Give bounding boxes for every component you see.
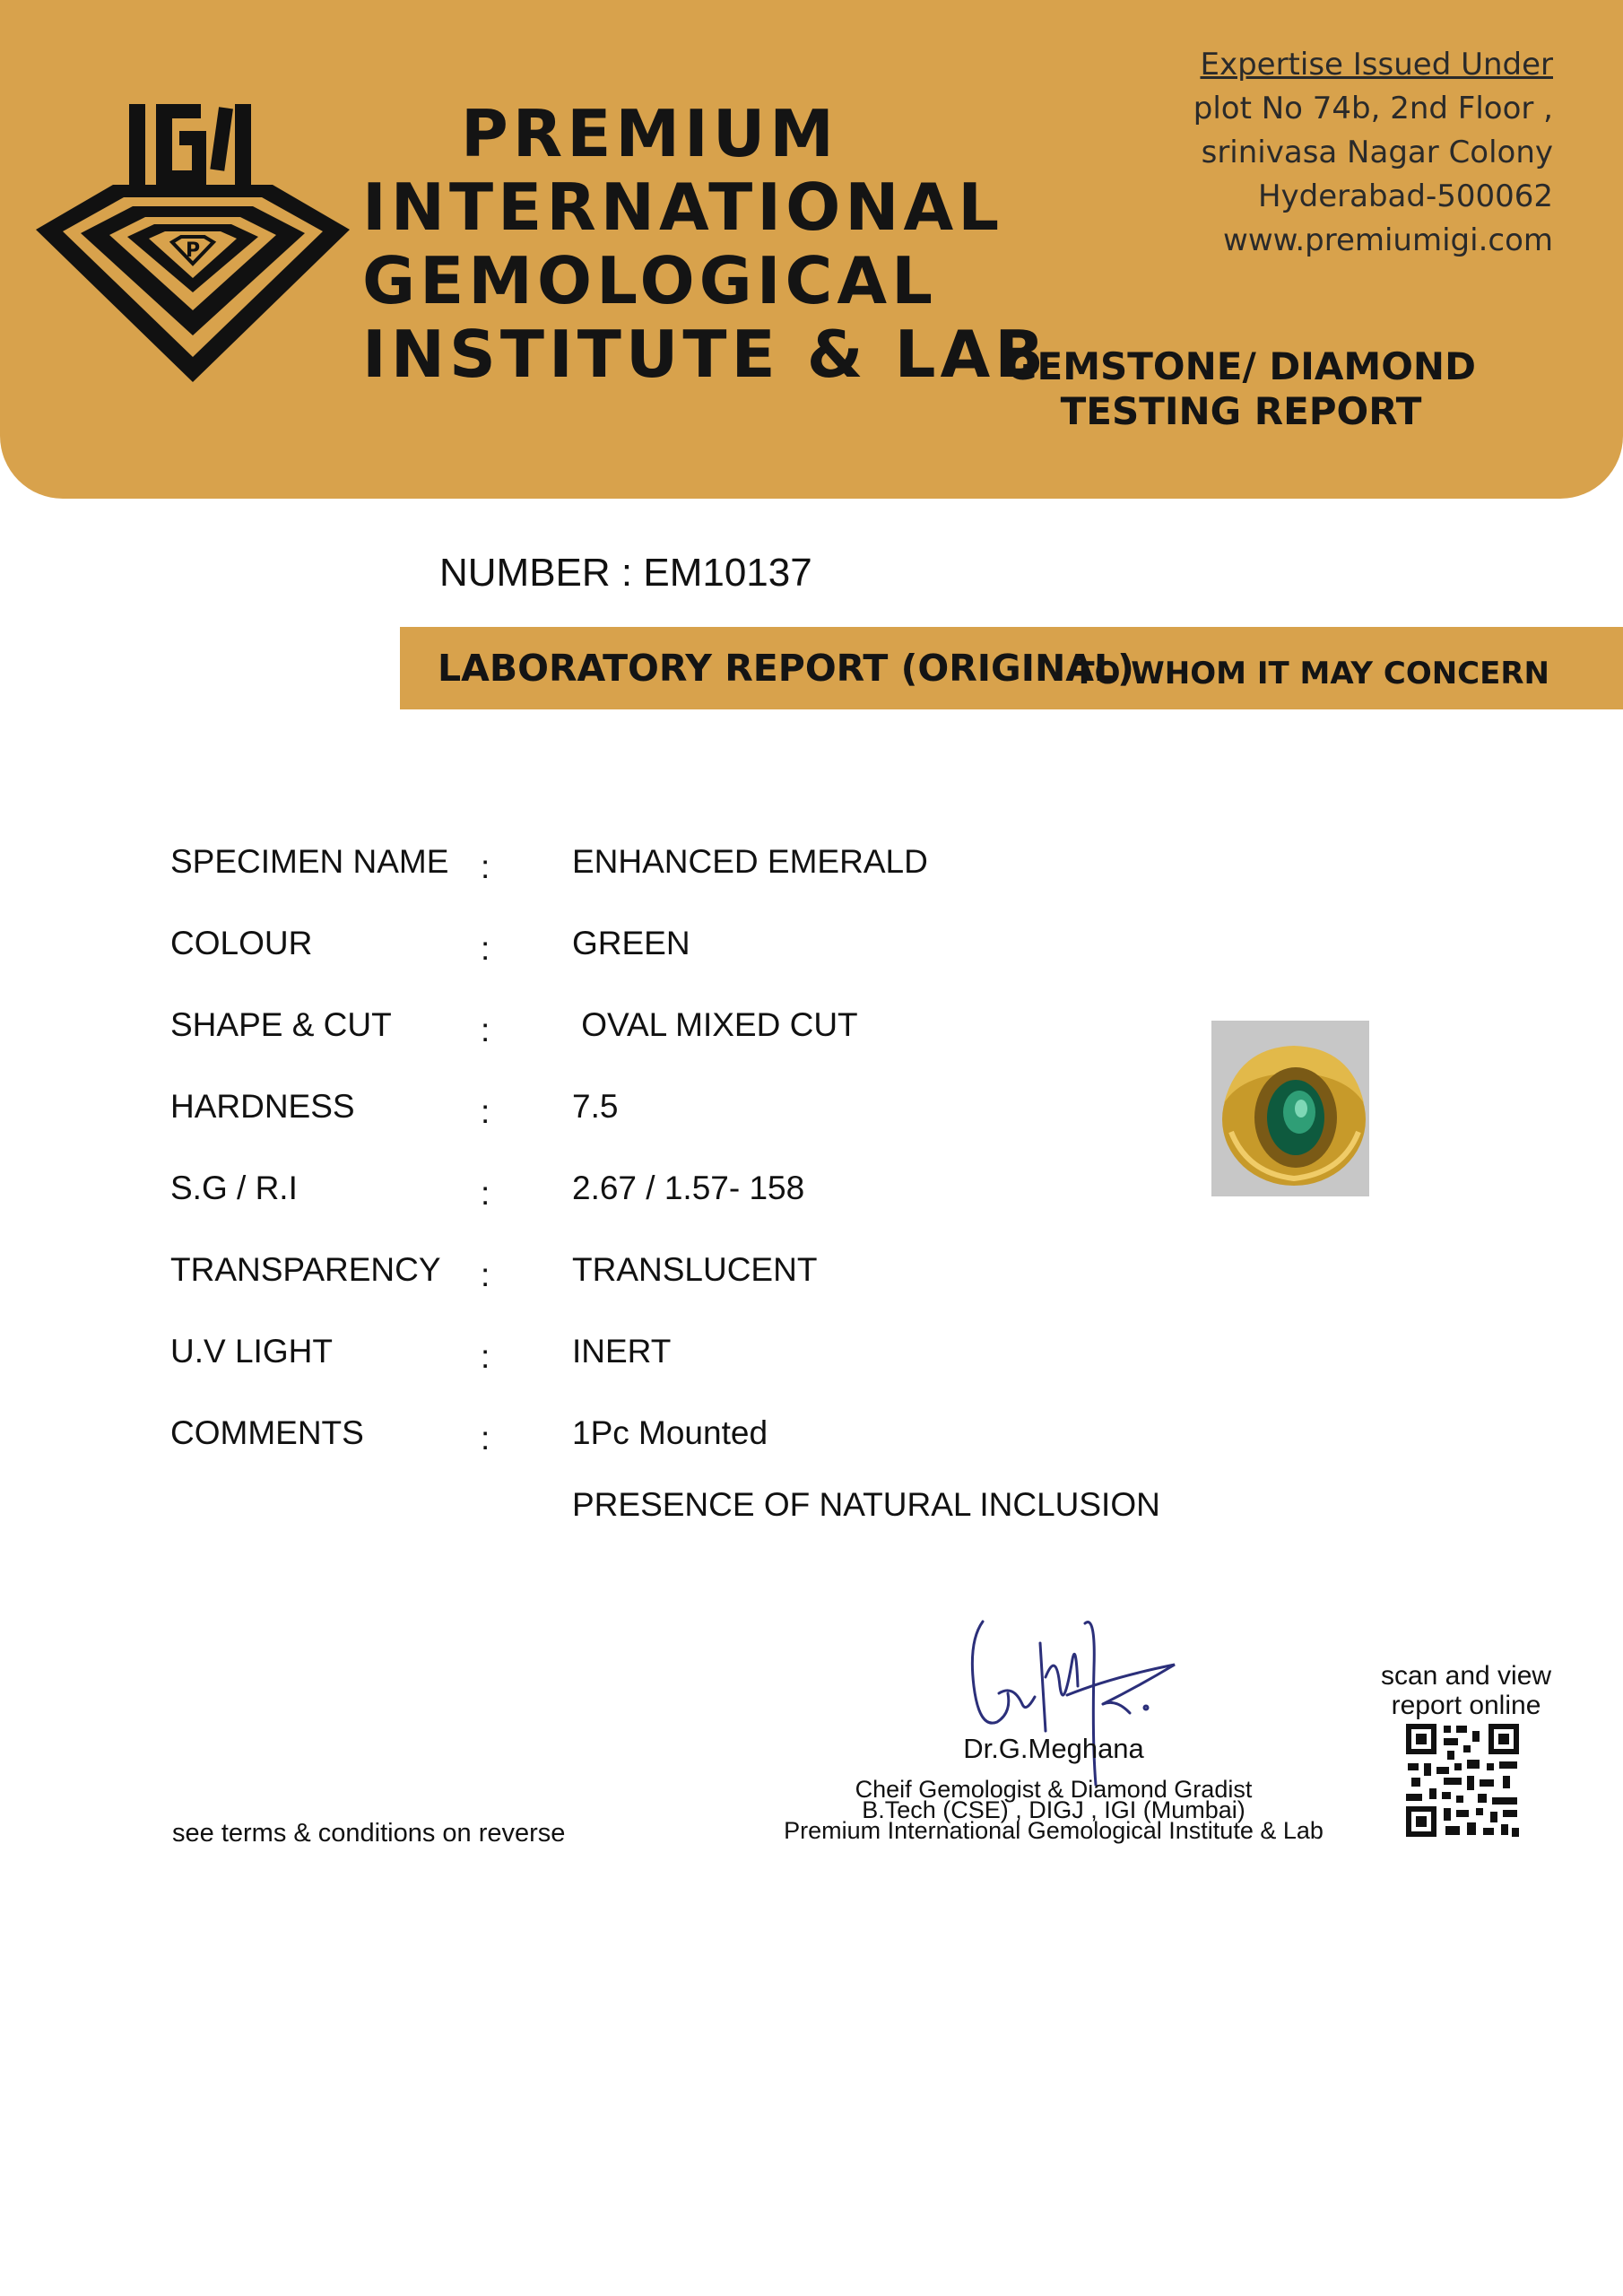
field-label: TRANSPARENCY [170,1251,441,1288]
field-value: INERT [572,1333,672,1370]
gemstone-photo [1211,1021,1369,1196]
field-value: TRANSLUCENT [572,1251,818,1288]
report-title: LABORATORY REPORT (ORIGINAL) [438,647,1134,690]
field-value: ENHANCED EMERALD [572,843,928,880]
qr-caption-line: scan and view [1380,1661,1552,1691]
field-value: 2.67 / 1.57- 158 [572,1170,805,1206]
field-colon: : [481,1093,490,1130]
report-addressee: TO WHOM IT MAY CONCERN [1073,656,1549,691]
field-value: GREEN [572,925,690,961]
institute-name-line: PREMIUM [461,96,838,171]
signatory-credentials [717,1776,1390,1844]
igi-logo [30,95,355,391]
signatory-name: Dr.G.Meghana [963,1733,1144,1764]
report-header [0,0,1623,499]
field-label: U.V LIGHT [170,1333,333,1370]
credential-line: Cheif Gemologist & Diamond Gradist [855,1776,1253,1803]
field-colon: : [481,1420,490,1457]
field-colon: : [481,1175,490,1212]
report-type-line: GEMSTONE/ DIAMOND [1006,344,1476,388]
institute-name [362,96,1049,392]
qr-code-icon[interactable] [1404,1722,1521,1839]
report-title-band [400,627,1623,709]
comments-line-2: PRESENCE OF NATURAL INCLUSION [572,1486,1160,1523]
field-colon: : [481,930,490,967]
address-line: Hyderabad-500062 [1257,178,1553,214]
field-value: 1Pc Mounted [572,1414,768,1451]
field-value: 7.5 [572,1088,619,1125]
terms-note: see terms & conditions on reverse [172,1819,566,1848]
report-type-line: TESTING REPORT [1060,389,1422,433]
field-label: SPECIMEN NAME [170,843,449,880]
credential-line: B.Tech (CSE) , DIGJ , IGI (Mumbai) [862,1796,1245,1823]
field-colon: : [481,1257,490,1293]
institute-name-line: GEMOLOGICAL [362,243,937,318]
address-title: Expertise Issued Under [1200,47,1553,83]
field-label: COLOUR [170,925,313,961]
field-colon: : [481,848,490,885]
field-label: SHAPE & CUT [170,1006,392,1043]
report-type-title [995,344,1487,434]
report-number: NUMBER : EM10137 [439,551,812,595]
field-label: HARDNESS [170,1088,355,1125]
field-label: S.G / R.I [170,1170,298,1206]
institute-name-line: INTERNATIONAL [362,170,1004,245]
qr-caption [1363,1661,1569,1720]
website-link[interactable]: www.premiumigi.com [1223,222,1553,258]
issuer-address [1193,43,1553,263]
field-value: OVAL MIXED CUT [572,1006,858,1043]
address-line: plot No 74b, 2nd Floor , [1193,91,1553,126]
svg-text:P: P [185,239,201,262]
address-line: srinivasa Nagar Colony [1201,135,1553,170]
field-label: COMMENTS [170,1414,364,1451]
qr-caption-line: report online [1391,1691,1541,1720]
field-colon: : [481,1338,490,1375]
credential-line: Premium International Gemological Institute & Lab [784,1817,1324,1844]
institute-name-line: INSTITUTE & LAB [362,317,1049,392]
field-colon: : [481,1012,490,1048]
